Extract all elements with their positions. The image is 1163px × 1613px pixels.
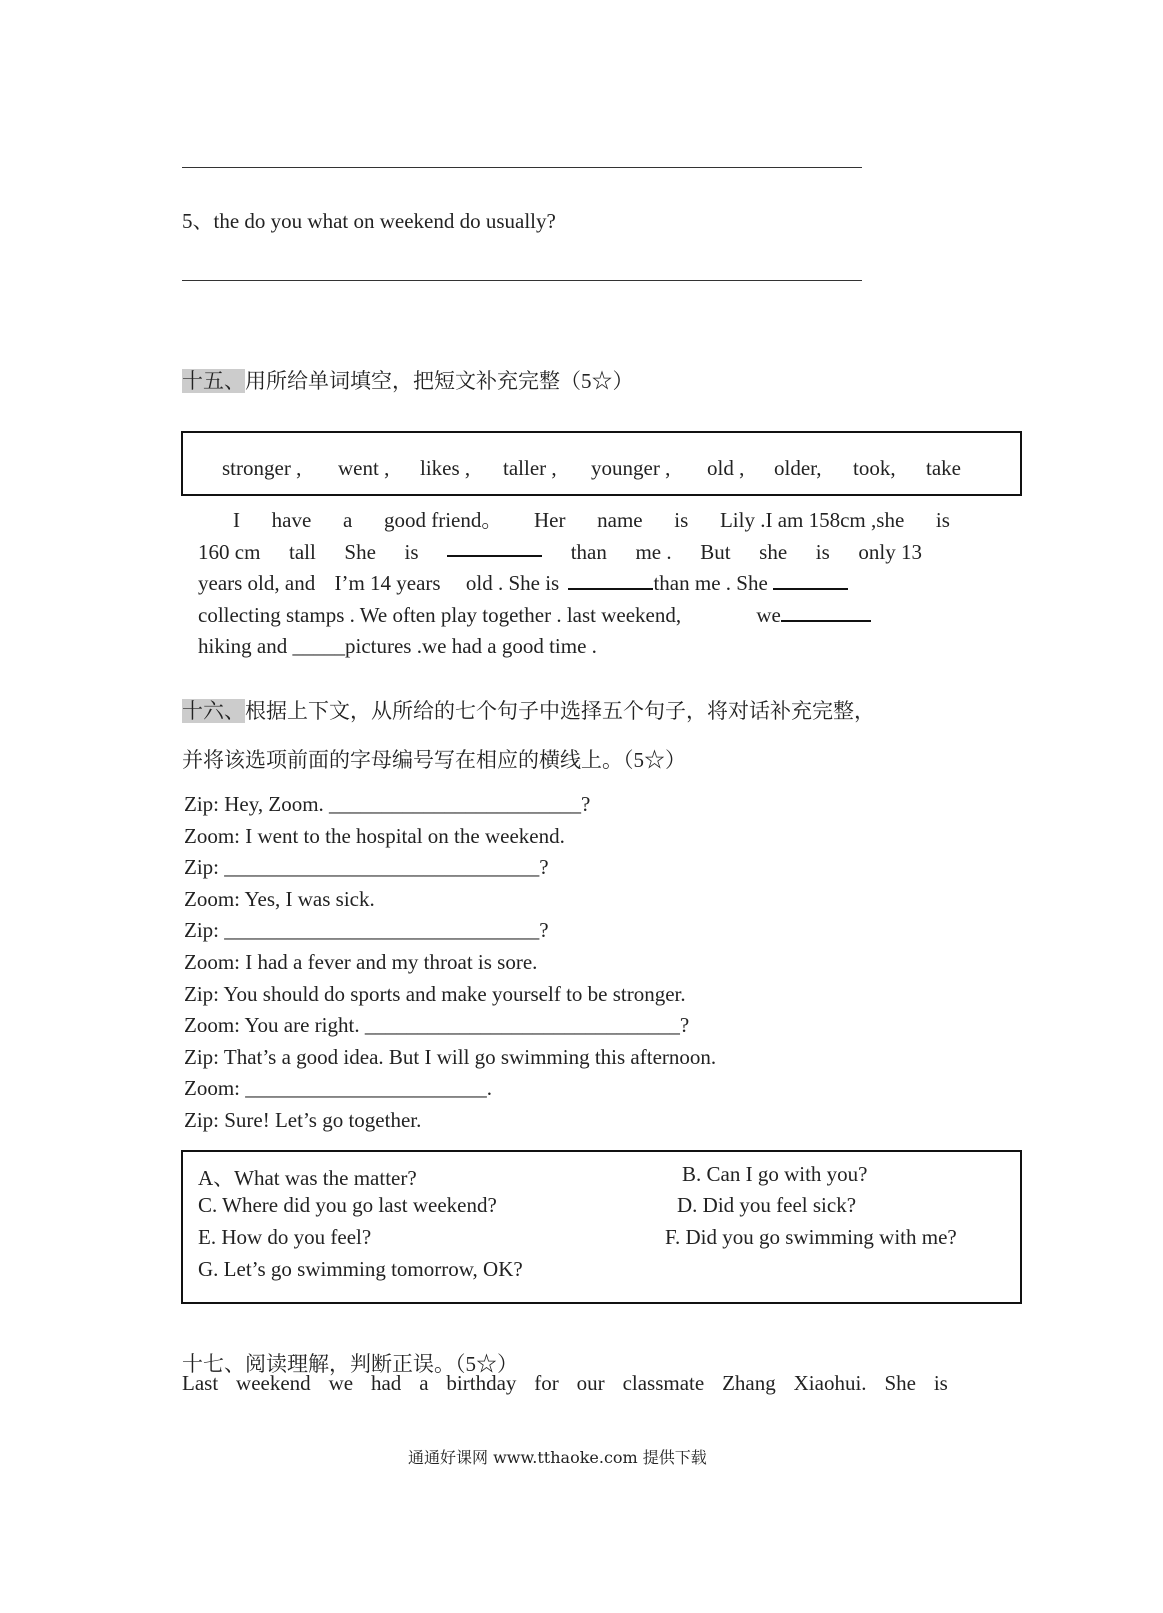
passage-line-3 <box>198 568 950 600</box>
word: is <box>674 508 689 532</box>
section-16-instruction-2: 并将该选项前面的字母编号写在相应的横线上。（5☆） <box>182 748 686 772</box>
word-bank-item: stronger , <box>222 456 302 480</box>
section-17-heading: 十七、阅读理解，判断正误。（5☆） <box>182 1352 518 1376</box>
word: I <box>233 508 240 532</box>
question-5: 5、the do you what on weekend do usually? <box>182 209 556 233</box>
word: Xiaohui. <box>793 1371 867 1395</box>
word: classmate <box>622 1371 705 1395</box>
word-bank-item: take <box>926 456 961 480</box>
answer-line-4 <box>182 167 862 168</box>
word: me . <box>635 539 672 564</box>
passage-line-4 <box>198 600 950 632</box>
passage-text: I’m 14 years <box>334 571 441 595</box>
word: tall <box>289 539 316 564</box>
word-bank-item: old , <box>707 456 745 480</box>
word: is <box>933 1371 948 1395</box>
option-b: B. Can I go with you? <box>682 1162 868 1186</box>
word: She <box>884 1371 916 1395</box>
section-17-text <box>182 1371 948 1396</box>
word: is <box>935 508 950 532</box>
passage-text: years old, and <box>198 571 316 595</box>
passage-line-1 <box>198 505 950 537</box>
dialogue-line: Zip: That’s a good idea. But I will go swimming this afternoon. <box>184 1044 717 1069</box>
word: She <box>344 539 376 564</box>
dialogue-line: Zoom: I went to the hospital on the weekend. <box>184 823 565 848</box>
dialogue-line: Zip: ______________________________? <box>184 918 549 943</box>
dialogue-line: Zoom: You are right. ______________________________? <box>184 1013 690 1038</box>
word: have <box>271 508 312 532</box>
passage-line-2 <box>198 537 922 569</box>
word: birthday <box>446 1371 517 1395</box>
section-15-instruction: 用所给单词填空，把短文补充完整（5☆） <box>245 369 634 393</box>
word: weekend <box>236 1371 311 1395</box>
dialogue-line: Zoom: _______________________. <box>184 1076 492 1101</box>
blank-2[interactable] <box>568 570 653 590</box>
word: we <box>328 1371 354 1395</box>
word: 160 cm <box>198 539 261 564</box>
passage-text: we <box>756 602 781 627</box>
word: Lily .I am 158cm ,she <box>719 508 905 532</box>
option-c: C. Where did you go last weekend? <box>198 1193 497 1217</box>
option-d: D. Did you feel sick? <box>677 1193 857 1217</box>
word: only 13 <box>858 539 922 564</box>
blank-3[interactable] <box>773 570 848 590</box>
word: name <box>597 508 643 532</box>
option-f: F. Did you go swimming with me? <box>665 1225 957 1249</box>
word: than <box>570 539 607 564</box>
dialogue <box>184 789 716 1137</box>
blank-1[interactable] <box>447 537 542 557</box>
option-a: A、What was the matter? <box>198 1166 417 1190</box>
section-16-instruction-1: 根据上下文，从所给的七个句子中选择五个句子，将对话补充完整， <box>245 699 875 723</box>
word: is <box>815 539 830 564</box>
word: for <box>534 1371 559 1395</box>
word: But <box>700 539 731 564</box>
answer-line-5 <box>182 280 862 281</box>
word-bank-item: went , <box>338 456 390 480</box>
passage-text: old . She is <box>465 571 560 595</box>
option-e: E. How do you feel? <box>198 1225 372 1249</box>
passage <box>198 505 950 663</box>
word-bank-item: likes , <box>420 456 471 480</box>
section-16-heading <box>182 695 875 725</box>
dialogue-line: Zoom: I had a fever and my throat is sore. <box>184 949 538 974</box>
word: good friend。 <box>383 508 503 532</box>
word-bank-item: younger , <box>591 456 671 480</box>
section-15-number: 十五、 <box>182 369 245 393</box>
word: is <box>404 539 419 564</box>
section-16-number: 十六、 <box>182 699 245 723</box>
word: Her <box>534 508 566 532</box>
dialogue-line: Zip: Hey, Zoom. ________________________? <box>184 792 591 816</box>
word: had <box>370 1371 402 1395</box>
word-bank-item: older, <box>774 456 822 480</box>
word: she <box>759 539 788 564</box>
word-bank-item: took, <box>853 456 896 480</box>
word-bank-item: taller , <box>503 456 557 480</box>
option-g: G. Let’s go swimming tomorrow, OK? <box>198 1257 523 1281</box>
word: Last <box>182 1371 219 1395</box>
dialogue-line: Zip: Sure! Let’s go together. <box>184 1107 422 1132</box>
section-15-heading <box>182 365 634 395</box>
word: our <box>576 1371 605 1395</box>
blank-4[interactable] <box>781 602 871 622</box>
dialogue-line: Zip: You should do sports and make yourself to be stronger. <box>184 981 686 1006</box>
passage-text: collecting stamps . We often play together . last weekend, <box>198 602 682 627</box>
dialogue-line: Zip: ______________________________? <box>184 855 549 880</box>
word: a <box>419 1371 429 1395</box>
passage-line-5: hiking and _____pictures .we had a good time . <box>198 634 597 658</box>
passage-text: than me . She <box>653 571 768 595</box>
word: a <box>342 508 353 532</box>
page-footer: 通通好课网 www.tthaoke.com 提供下载 <box>408 1448 707 1467</box>
word: Zhang <box>722 1371 776 1395</box>
dialogue-line: Zoom: Yes, I was sick. <box>184 886 375 911</box>
